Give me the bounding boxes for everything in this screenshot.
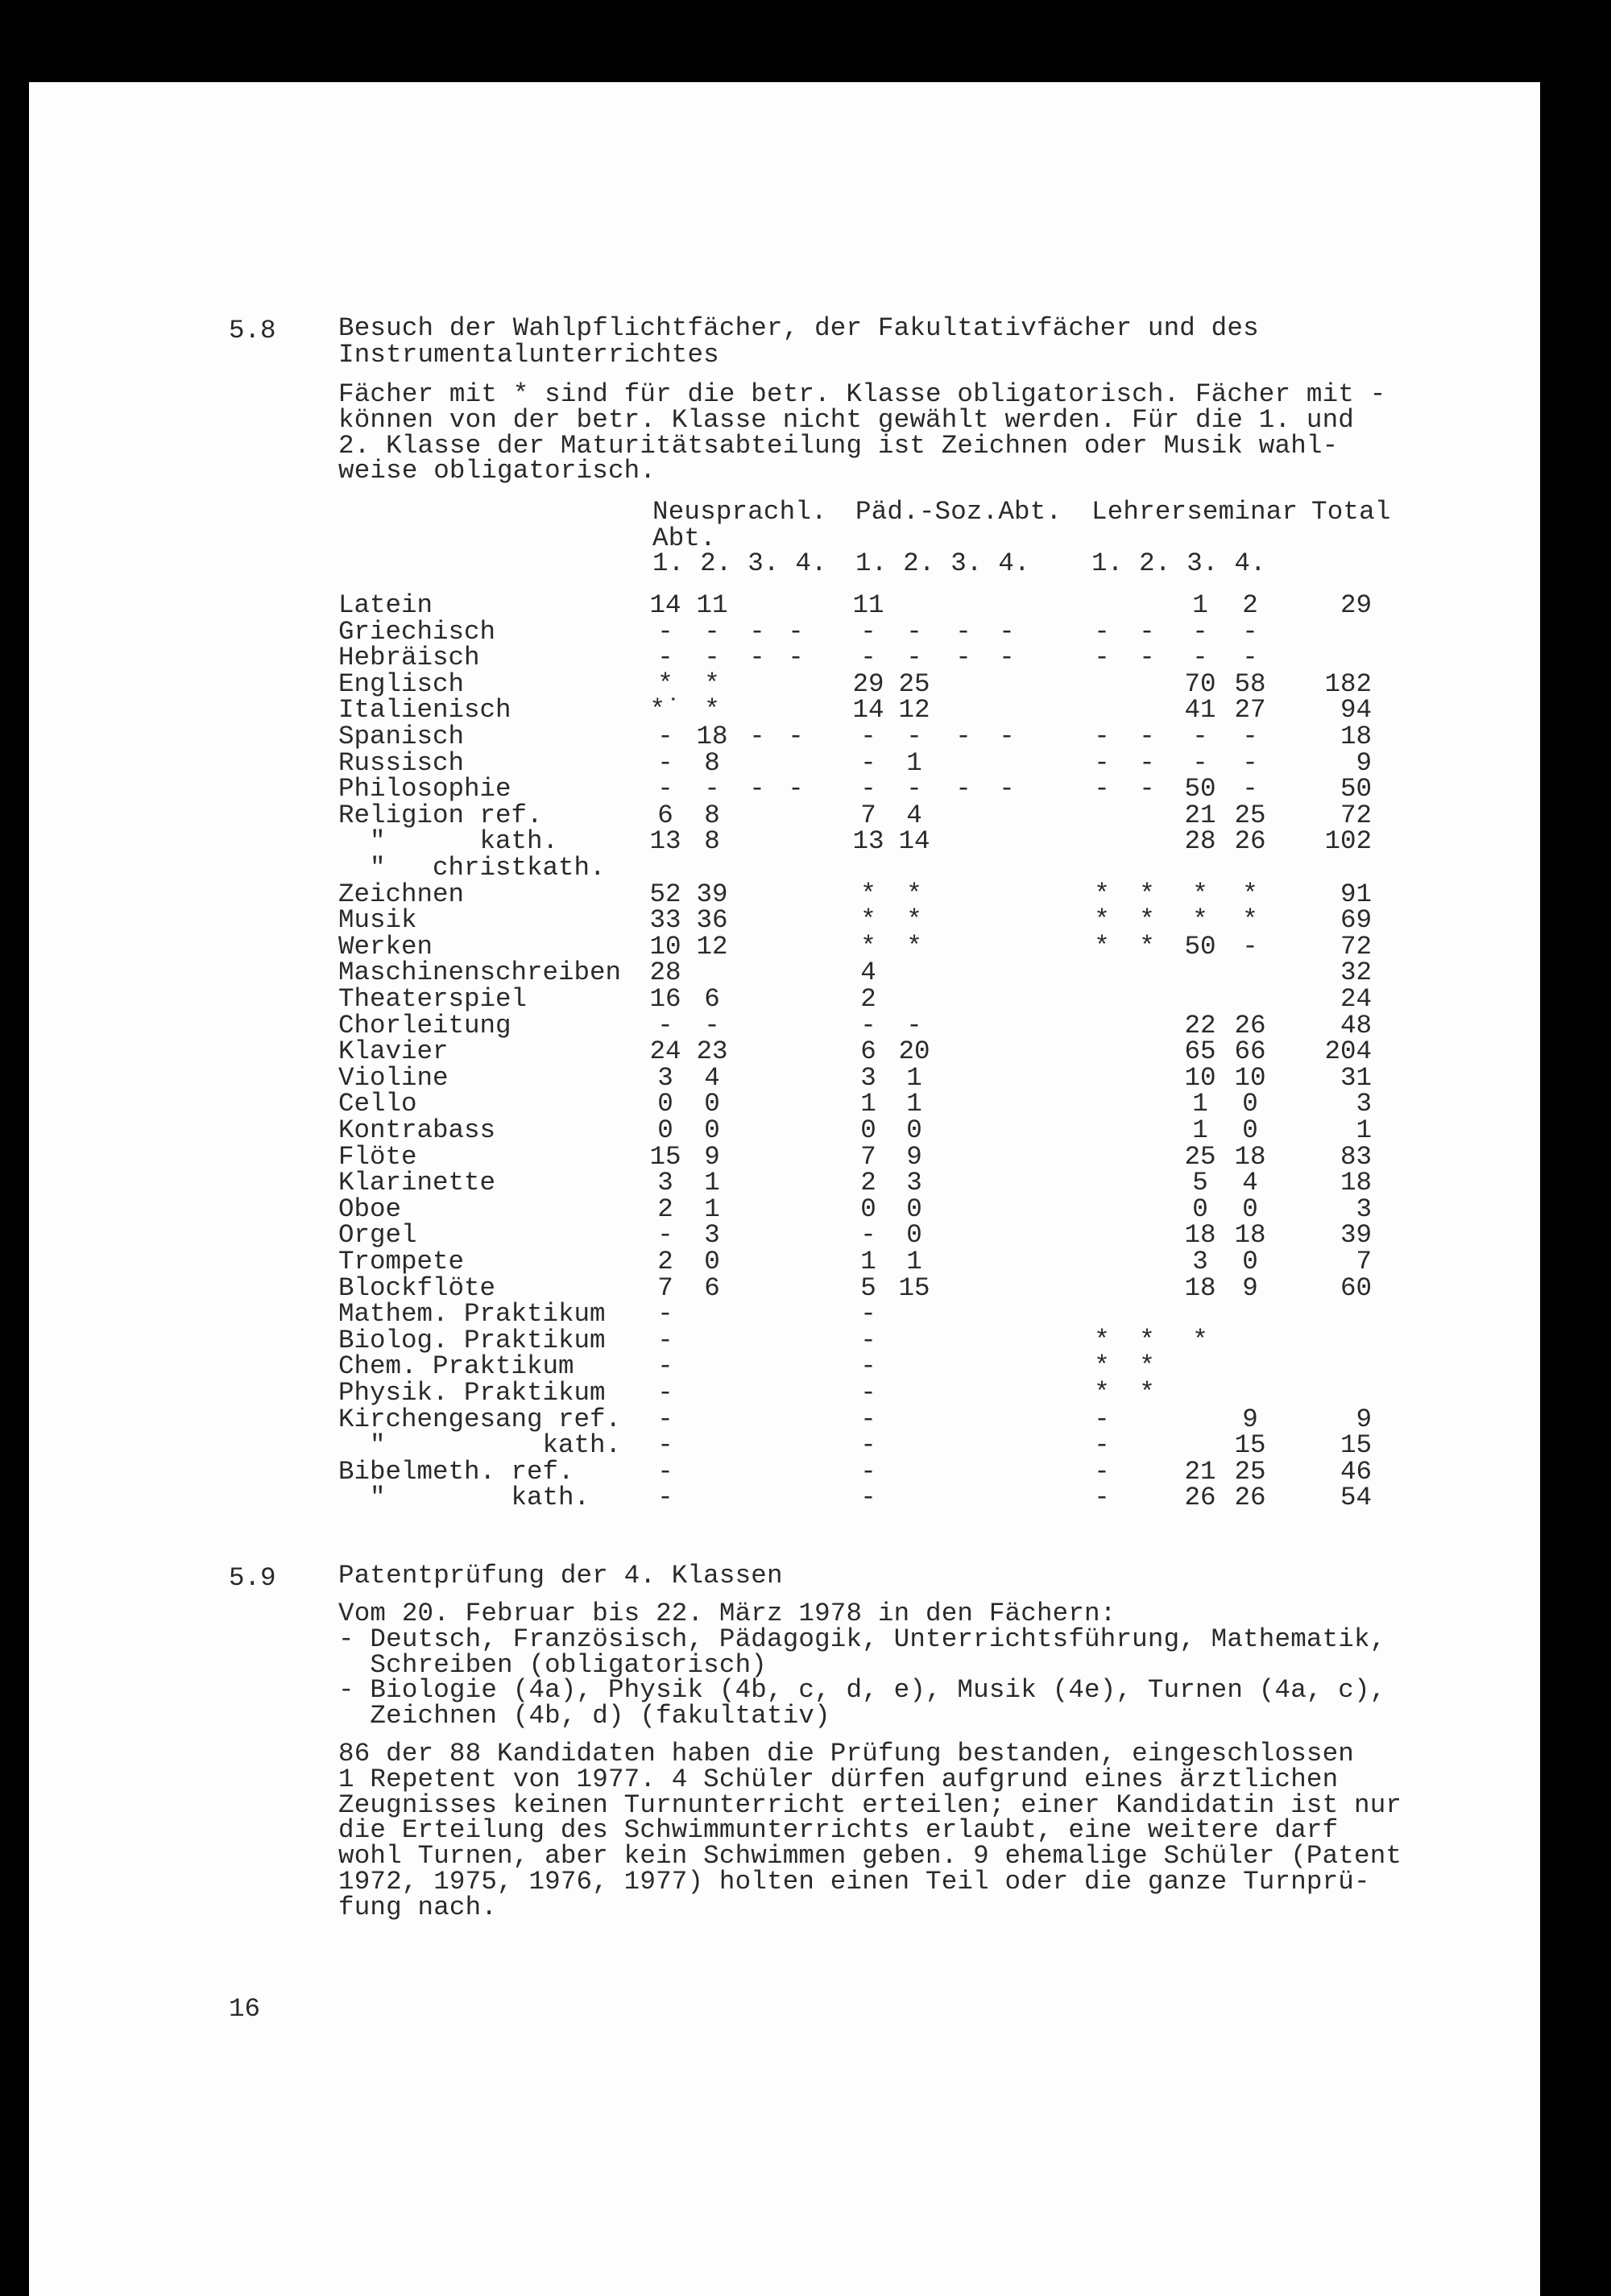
subject-label: Biolog. Praktikum (338, 1325, 606, 1355)
cell-neu-2: 0 (704, 1247, 720, 1276)
header-classes-lehrer: 1. 2. 3. 4. (1091, 548, 1266, 578)
cell-total: 94 (1340, 695, 1372, 726)
cell-lehrer-3: * (1192, 879, 1208, 909)
cell-neu-1: 52 (649, 879, 681, 909)
cell-total: 72 (1340, 931, 1372, 962)
subject-label: Klarinette (338, 1168, 496, 1198)
subject-label: Orgel (338, 1220, 417, 1251)
cell-neu-1: 14 (649, 590, 681, 620)
cell-lehrer-2: - (1139, 643, 1155, 673)
cell-lehrer-4: 25 (1234, 1456, 1266, 1487)
cell-neu-2: 23 (696, 1036, 728, 1067)
subject-label: Cello (338, 1089, 417, 1119)
cell-total: 54 (1340, 1483, 1372, 1513)
cell-neu-3: - (749, 774, 765, 805)
cell-paed-2: - (906, 774, 922, 805)
cell-lehrer-1: * (1094, 905, 1110, 936)
cell-lehrer-4: 0 (1242, 1089, 1258, 1119)
cell-neu-1: 2 (657, 1194, 673, 1224)
header-classes-neusprachl: 1. 2. 3. 4. (652, 548, 827, 578)
subject-label: Flöte (338, 1141, 417, 1172)
cell-neu-1: 28 (649, 958, 681, 988)
cell-lehrer-1: - (1094, 747, 1110, 778)
cell-lehrer-4: 25 (1234, 800, 1266, 830)
cell-neu-1: *˙ (649, 695, 681, 726)
cell-paed-2: - (906, 643, 922, 673)
cell-total: 3 (1356, 1089, 1372, 1119)
cell-paed-1: 2 (860, 984, 876, 1014)
cell-total: 9 (1356, 747, 1372, 778)
cell-neu-1: - (657, 1456, 673, 1487)
cell-lehrer-3: 18 (1184, 1272, 1216, 1303)
cell-neu-4: - (788, 643, 804, 673)
subject-label: " kath. (338, 826, 559, 857)
cell-neu-1: 16 (649, 984, 681, 1014)
cell-neu-1: 3 (657, 1062, 673, 1093)
page-number: 16 (229, 1994, 261, 2024)
cell-paed-1: 13 (852, 826, 884, 857)
cell-paed-3: - (955, 722, 971, 751)
cell-paed-2: 20 (898, 1036, 930, 1067)
cell-lehrer-2: * (1139, 931, 1155, 962)
cell-neu-1: - (657, 1010, 673, 1040)
cell-lehrer-4: 66 (1234, 1036, 1266, 1067)
cell-lehrer-4: 26 (1234, 826, 1266, 857)
cell-paed-1: 1 (860, 1247, 876, 1276)
cell-paed-2: 14 (898, 826, 930, 857)
cell-neu-3: - (749, 616, 765, 647)
cell-neu-1: - (657, 774, 673, 805)
subject-label: Physik. Praktikum (338, 1378, 606, 1408)
cell-lehrer-4: - (1242, 616, 1258, 647)
cell-lehrer-4: - (1242, 722, 1258, 751)
subject-label: Spanisch (338, 722, 465, 751)
cell-total: 204 (1324, 1036, 1372, 1067)
cell-lehrer-3: 28 (1184, 826, 1216, 857)
cell-lehrer-4: 26 (1234, 1483, 1266, 1513)
cell-lehrer-4: 26 (1234, 1010, 1266, 1040)
cell-neu-2: 6 (704, 984, 720, 1014)
cell-paed-1: - (860, 1456, 876, 1487)
subject-label: Kontrabass (338, 1115, 496, 1145)
cell-lehrer-1: * (1094, 1325, 1110, 1355)
cell-paed-2: 1 (906, 1089, 922, 1119)
cell-total: 46 (1340, 1456, 1372, 1487)
cell-paed-4: - (999, 643, 1015, 673)
cell-paed-1: - (860, 1325, 876, 1355)
cell-neu-1: 15 (649, 1141, 681, 1172)
cell-paed-2: 0 (906, 1115, 922, 1145)
header-classes-paed: 1. 2. 3. 4. (855, 548, 1030, 578)
cell-paed-4: - (999, 616, 1015, 647)
cell-paed-1: 11 (852, 590, 884, 620)
cell-paed-2: * (906, 879, 922, 909)
cell-neu-1: - (657, 616, 673, 647)
cell-paed-1: 29 (852, 668, 884, 699)
subject-label: " kath. (338, 1483, 590, 1513)
cell-paed-3: - (955, 643, 971, 673)
cell-lehrer-3: - (1192, 616, 1208, 647)
cell-lehrer-3: 50 (1184, 774, 1216, 805)
cell-lehrer-3: 1 (1192, 1115, 1208, 1145)
cell-lehrer-3: 5 (1192, 1168, 1208, 1198)
subject-label: Griechisch (338, 616, 496, 647)
cell-lehrer-2: - (1139, 774, 1155, 805)
subject-label: Religion ref. (338, 800, 543, 830)
cell-neu-2: 8 (704, 826, 720, 857)
subject-label: Kirchengesang ref. (338, 1404, 622, 1434)
cell-paed-1: 0 (860, 1194, 876, 1224)
cell-paed-1: 6 (860, 1036, 876, 1067)
cell-lehrer-3: 65 (1184, 1036, 1216, 1067)
cell-lehrer-4: 15 (1234, 1430, 1266, 1461)
cell-lehrer-3: 25 (1184, 1141, 1216, 1172)
section-intro-5-8: Fächer mit * sind für die betr. Klasse obligatorisch. Fächer mit - können von der betr. Klasse nicht gewählt werden. Für die 1. und 2. Klasse der Maturitätsabteilung ist Zeichnen oder Musik wahl- weise obligatorisch. (338, 379, 1386, 486)
cell-lehrer-1: * (1094, 1378, 1110, 1408)
cell-neu-2: - (704, 1010, 720, 1040)
cell-total: 9 (1356, 1404, 1372, 1434)
cell-neu-1: 10 (649, 931, 681, 962)
cell-lehrer-1: - (1094, 1430, 1110, 1461)
header-neusprachl: Neusprachl. Abt. (652, 497, 827, 553)
cell-neu-3: - (749, 643, 765, 673)
cell-paed-3: - (955, 774, 971, 805)
cell-lehrer-3: * (1192, 1325, 1208, 1355)
cell-total: 31 (1340, 1062, 1372, 1093)
cell-paed-1: 2 (860, 1168, 876, 1198)
cell-lehrer-2: * (1139, 879, 1155, 909)
cell-neu-1: - (657, 1220, 673, 1251)
cell-neu-4: - (788, 722, 804, 751)
cell-neu-1: - (657, 1378, 673, 1408)
cell-paed-2: 1 (906, 1062, 922, 1093)
cell-neu-2: 4 (704, 1062, 720, 1093)
cell-paed-2: 9 (906, 1141, 922, 1172)
cell-neu-1: - (657, 1325, 673, 1355)
cell-lehrer-2: - (1139, 722, 1155, 751)
cell-lehrer-4: 10 (1234, 1062, 1266, 1093)
cell-paed-1: - (860, 1378, 876, 1408)
cell-neu-1: 33 (649, 905, 681, 936)
cell-paed-1: * (860, 879, 876, 909)
cell-lehrer-4: * (1242, 905, 1258, 936)
cell-paed-1: - (860, 1220, 876, 1251)
cell-lehrer-4: * (1242, 879, 1258, 909)
subject-label: Mathem. Praktikum (338, 1299, 606, 1330)
cell-neu-1: * (657, 668, 673, 699)
cell-paed-1: * (860, 931, 876, 962)
cell-total: 15 (1340, 1430, 1372, 1461)
section-text-5-9-exams: Vom 20. Februar bis 22. März 1978 in den Fächern: - Deutsch, Französisch, Pädagogik, Unterrichtsführung, Mathematik, Schreiben (obligatorisch) - Biologie (4a), Physik (4b, c, d, e), Musik (4e), Turnen (4a, c), Zeichnen (4b, d) (fakultativ) (338, 1599, 1386, 1731)
cell-neu-1: - (657, 1299, 673, 1330)
cell-total: 69 (1340, 905, 1372, 936)
cell-neu-3: - (749, 722, 765, 751)
subject-label: Musik (338, 905, 417, 936)
subject-label: Blockflöte (338, 1272, 496, 1303)
cell-paed-2: - (906, 722, 922, 751)
cell-neu-4: - (788, 616, 804, 647)
cell-lehrer-4: 27 (1234, 695, 1266, 726)
cell-lehrer-4: 4 (1242, 1168, 1258, 1198)
section-number-5-8: 5.8 (229, 316, 276, 345)
cell-paed-3: - (955, 616, 971, 647)
cell-neu-1: 24 (649, 1036, 681, 1067)
cell-neu-2: * (704, 668, 720, 699)
cell-paed-1: 7 (860, 800, 876, 830)
cell-lehrer-3: 41 (1184, 695, 1216, 726)
cell-lehrer-3: 1 (1192, 590, 1208, 620)
cell-lehrer-4: 9 (1242, 1404, 1258, 1434)
section-text-5-9-results: 86 der 88 Kandidaten haben die Prüfung bestanden, eingeschlossen 1 Repetent von 1977. 4 Schüler dürfen aufgrund eines ärztlichen Zeugnisses keinen Turnunterricht erteilen; einer Kandidatin ist nur die Erteilung des Schwimmunterrichts erlaubt, eine weitere darf wohl Turnen, aber kein Schwimmen geben. 9 ehemalige Schüler (Patent 1972, 1975, 1976, 1977) holten einen Teil oder die ganze Turnprü- fung nach. (338, 1739, 1402, 1922)
cell-lehrer-2: - (1139, 747, 1155, 778)
cell-neu-2: - (704, 643, 720, 673)
cell-total: 24 (1340, 984, 1372, 1014)
cell-lehrer-3: 50 (1184, 931, 1216, 962)
cell-paed-2: 0 (906, 1194, 922, 1224)
cell-paed-1: 14 (852, 695, 884, 726)
cell-paed-1: 7 (860, 1141, 876, 1172)
cell-lehrer-3: 22 (1184, 1010, 1216, 1040)
subject-label: Hebräisch (338, 643, 480, 673)
cell-lehrer-4: 0 (1242, 1247, 1258, 1276)
cell-neu-1: 2 (657, 1247, 673, 1276)
cell-lehrer-2: - (1139, 616, 1155, 647)
cell-paed-1: 3 (860, 1062, 876, 1093)
subject-label: Chorleitung (338, 1010, 511, 1040)
subject-label: Maschinenschreiben (338, 958, 622, 988)
cell-neu-2: 3 (704, 1220, 720, 1251)
cell-neu-1: 6 (657, 800, 673, 830)
cell-paed-1: - (860, 1483, 876, 1513)
cell-total: 32 (1340, 958, 1372, 988)
cell-paed-2: - (906, 1010, 922, 1040)
cell-lehrer-2: * (1139, 905, 1155, 936)
cell-lehrer-1: - (1094, 616, 1110, 647)
cell-total: 29 (1340, 590, 1372, 620)
cell-neu-2: 12 (696, 931, 728, 962)
subject-label: Violine (338, 1062, 449, 1093)
cell-paed-1: - (860, 616, 876, 647)
cell-paed-1: - (860, 774, 876, 805)
cell-paed-2: 4 (906, 800, 922, 830)
cell-paed-1: - (860, 643, 876, 673)
cell-lehrer-3: 0 (1192, 1194, 1208, 1224)
cell-neu-2: 9 (704, 1141, 720, 1172)
subject-label: Trompete (338, 1247, 465, 1276)
cell-paed-2: 15 (898, 1272, 930, 1303)
subject-label: Werken (338, 931, 433, 962)
header-total: Total (1311, 497, 1391, 527)
cell-neu-4: - (788, 774, 804, 805)
cell-neu-1: - (657, 747, 673, 778)
cell-lehrer-1: - (1094, 722, 1110, 751)
section-title-5-9: Patentprüfung der 4. Klassen (338, 1561, 783, 1591)
cell-paed-4: - (999, 774, 1015, 805)
cell-paed-2: * (906, 931, 922, 962)
subject-label: Zeichnen (338, 879, 465, 909)
cell-paed-2: * (906, 905, 922, 936)
cell-neu-2: * (704, 695, 720, 726)
cell-lehrer-4: 18 (1234, 1220, 1266, 1251)
cell-lehrer-4: 18 (1234, 1141, 1266, 1172)
subject-label: Englisch (338, 668, 465, 699)
cell-neu-1: 0 (657, 1115, 673, 1145)
cell-paed-1: - (860, 1299, 876, 1330)
cell-paed-2: 1 (906, 747, 922, 778)
cell-lehrer-3: 26 (1184, 1483, 1216, 1513)
subject-label: Klavier (338, 1036, 449, 1067)
cell-paed-1: - (860, 1010, 876, 1040)
subject-label: Oboe (338, 1194, 402, 1224)
cell-total: 60 (1340, 1272, 1372, 1303)
cell-total: 18 (1340, 1168, 1372, 1198)
cell-neu-2: - (704, 774, 720, 805)
cell-neu-1: - (657, 643, 673, 673)
cell-neu-1: - (657, 722, 673, 751)
cell-lehrer-1: - (1094, 1483, 1110, 1513)
cell-lehrer-3: 21 (1184, 800, 1216, 830)
cell-neu-1: 13 (649, 826, 681, 857)
cell-lehrer-2: * (1139, 1351, 1155, 1382)
cell-paed-1: - (860, 1351, 876, 1382)
subject-label: Bibelmeth. ref. (338, 1456, 574, 1487)
cell-neu-2: 1 (704, 1194, 720, 1224)
cell-lehrer-4: 58 (1234, 668, 1266, 699)
subject-label: Latein (338, 590, 433, 620)
cell-total: 182 (1324, 668, 1372, 699)
cell-lehrer-1: - (1094, 1456, 1110, 1487)
cell-lehrer-2: * (1139, 1325, 1155, 1355)
cell-total: 3 (1356, 1194, 1372, 1224)
cell-lehrer-3: 21 (1184, 1456, 1216, 1487)
cell-neu-2: 0 (704, 1089, 720, 1119)
cell-neu-1: - (657, 1430, 673, 1461)
cell-total: 91 (1340, 879, 1372, 909)
cell-paed-1: - (860, 722, 876, 751)
cell-neu-2: 8 (704, 800, 720, 830)
cell-neu-2: - (704, 616, 720, 647)
cell-neu-2: 6 (704, 1272, 720, 1303)
cell-total: 1 (1356, 1115, 1372, 1145)
cell-neu-1: 7 (657, 1272, 673, 1303)
cell-lehrer-3: 1 (1192, 1089, 1208, 1119)
cell-paed-1: 4 (860, 958, 876, 988)
subject-label: " christkath. (338, 853, 606, 883)
cell-neu-1: 0 (657, 1089, 673, 1119)
cell-lehrer-1: - (1094, 643, 1110, 673)
cell-lehrer-3: 18 (1184, 1220, 1216, 1251)
cell-lehrer-1: - (1094, 1404, 1110, 1434)
cell-paed-2: 3 (906, 1168, 922, 1198)
header-paed-soz: Päd.-Soz.Abt. (855, 497, 1062, 527)
cell-neu-2: 18 (696, 722, 728, 751)
cell-total: 18 (1340, 722, 1372, 751)
section-title-5-8: Besuch der Wahlpflichtfächer, der Fakultativfächer und des Instrumentalunterrichtes (338, 313, 1259, 370)
cell-lehrer-2: * (1139, 1378, 1155, 1408)
section-number-5-9: 5.9 (229, 1563, 276, 1593)
cell-lehrer-4: - (1242, 747, 1258, 778)
cell-lehrer-4: 0 (1242, 1115, 1258, 1145)
cell-lehrer-4: 0 (1242, 1194, 1258, 1224)
cell-paed-2: 12 (898, 695, 930, 726)
cell-neu-2: 1 (704, 1168, 720, 1198)
cell-neu-2: 11 (696, 590, 728, 620)
subject-label: Theaterspiel (338, 984, 528, 1014)
cell-total: 7 (1356, 1247, 1372, 1276)
cell-lehrer-1: - (1094, 774, 1110, 805)
cell-lehrer-4: 9 (1242, 1272, 1258, 1303)
cell-total: 102 (1324, 826, 1372, 857)
cell-paed-1: 1 (860, 1089, 876, 1119)
cell-lehrer-3: 70 (1184, 668, 1216, 699)
cell-lehrer-4: - (1242, 774, 1258, 805)
cell-paed-2: 1 (906, 1247, 922, 1276)
cell-total: 39 (1340, 1220, 1372, 1251)
cell-lehrer-3: - (1192, 643, 1208, 673)
cell-neu-2: 36 (696, 905, 728, 936)
cell-lehrer-1: * (1094, 1351, 1110, 1382)
cell-lehrer-4: 2 (1242, 590, 1258, 620)
cell-lehrer-3: - (1192, 747, 1208, 778)
cell-paed-4: - (999, 722, 1015, 751)
subject-label: Philosophie (338, 774, 511, 805)
cell-neu-2: 39 (696, 879, 728, 909)
cell-lehrer-3: 10 (1184, 1062, 1216, 1093)
cell-neu-1: 3 (657, 1168, 673, 1198)
cell-neu-2: 0 (704, 1115, 720, 1145)
cell-lehrer-3: - (1192, 722, 1208, 751)
subject-label: Italienisch (338, 695, 511, 726)
cell-paed-1: * (860, 905, 876, 936)
cell-lehrer-4: - (1242, 643, 1258, 673)
cell-total: 50 (1340, 774, 1372, 805)
subject-label: " kath. (338, 1430, 622, 1461)
cell-neu-1: - (657, 1483, 673, 1513)
cell-paed-1: 0 (860, 1115, 876, 1145)
cell-lehrer-3: 3 (1192, 1247, 1208, 1276)
cell-paed-2: - (906, 616, 922, 647)
subject-label: Chem. Praktikum (338, 1351, 574, 1382)
cell-paed-1: - (860, 747, 876, 778)
cell-paed-1: - (860, 1430, 876, 1461)
cell-lehrer-3: * (1192, 905, 1208, 936)
cell-lehrer-1: * (1094, 879, 1110, 909)
cell-paed-2: 0 (906, 1220, 922, 1251)
cell-neu-1: - (657, 1351, 673, 1382)
subject-label: Russisch (338, 747, 465, 778)
cell-total: 72 (1340, 800, 1372, 830)
cell-total: 48 (1340, 1010, 1372, 1040)
cell-lehrer-1: * (1094, 931, 1110, 962)
cell-paed-1: 5 (860, 1272, 876, 1303)
cell-neu-2: 8 (704, 747, 720, 778)
cell-lehrer-4: - (1242, 931, 1258, 962)
cell-total: 83 (1340, 1141, 1372, 1172)
cell-paed-2: 25 (898, 668, 930, 699)
header-lehrerseminar: Lehrerseminar (1091, 497, 1298, 527)
cell-neu-1: - (657, 1404, 673, 1434)
cell-paed-1: - (860, 1404, 876, 1434)
